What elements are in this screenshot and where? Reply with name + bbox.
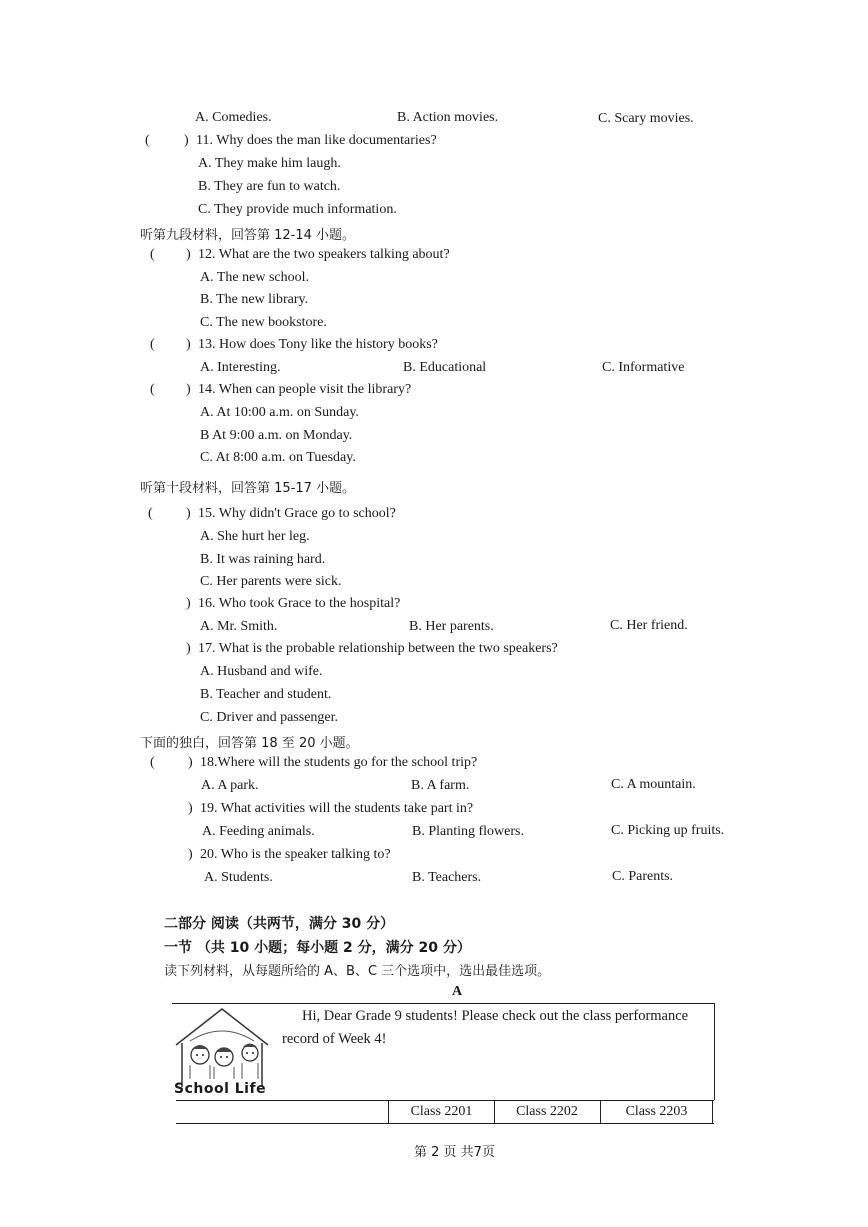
q13-option-b: B. Educational	[403, 360, 487, 375]
q19-answer-paren-close: )	[188, 801, 193, 816]
q15-answer-paren-open: (	[148, 506, 153, 521]
illustration-caption: School Life	[174, 1081, 267, 1097]
q15-option-a: A. She hurt her leg.	[200, 529, 310, 544]
q13-option-a: A. Interesting.	[200, 360, 281, 375]
q18-answer-paren-close: )	[188, 755, 193, 770]
passage-label: A	[452, 984, 463, 999]
part2-heading: 二部分 阅读（共两节，满分 30 分）	[164, 916, 395, 932]
q15-stem: 15. Why didn't Grace go to school?	[198, 506, 396, 521]
q13-answer-paren-open: (	[150, 337, 155, 352]
q15-option-c: C. Her parents were sick.	[200, 574, 342, 589]
q17-option-a: A. Husband and wife.	[200, 664, 323, 679]
q12-option-a: A. The new school.	[200, 270, 309, 285]
q14-answer-paren-open: (	[150, 382, 155, 397]
class-table-header	[176, 1100, 714, 1124]
table-header-class-2201: Class 2201	[388, 1101, 494, 1123]
table-header-class-2203: Class 2203	[600, 1101, 713, 1123]
q14-stem: 14. When can people visit the library?	[198, 382, 412, 397]
q14-option-a: A. At 10:00 a.m. on Sunday.	[200, 405, 359, 420]
q14-option-c: C. At 8:00 a.m. on Tuesday.	[200, 450, 356, 465]
q11-stem: 11. Why does the man like documentaries?	[196, 133, 437, 148]
q17-option-b: B. Teacher and student.	[200, 687, 332, 702]
q18-option-a: A. A park.	[201, 778, 259, 793]
q17-option-c: C. Driver and passenger.	[200, 710, 339, 725]
q12-answer-paren-close: )	[186, 247, 191, 262]
q18-option-c: C. A mountain.	[611, 777, 696, 792]
q11-option-c: C. They provide much information.	[198, 202, 397, 217]
q12-answer-paren-open: (	[150, 247, 155, 262]
q19-option-a: A. Feeding animals.	[202, 824, 315, 839]
q15-option-b: B. It was raining hard.	[200, 552, 326, 567]
q13-answer-paren-close: )	[186, 337, 191, 352]
q16-answer-paren-close: )	[186, 596, 191, 611]
q10-option-a: A. Comedies.	[195, 110, 272, 125]
q12-stem: 12. What are the two speakers talking about?	[198, 247, 450, 262]
part2-section1-heading: 一节 （共 10 小题；每小题 2 分，满分 20 分）	[164, 940, 471, 956]
q16-stem: 16. Who took Grace to the hospital?	[198, 596, 401, 611]
section10-instruction: 听第十段材料，回答第 15-17 小题。	[140, 481, 356, 496]
q18-stem: 18.Where will the students go for the school trip?	[200, 755, 478, 770]
q14-option-b: B At 9:00 a.m. on Monday.	[200, 428, 353, 443]
q10-option-b: B. Action movies.	[397, 110, 499, 125]
q11-option-a: A. They make him laugh.	[198, 156, 341, 171]
q15-answer-paren-close: )	[186, 506, 191, 521]
table-header-class-2202: Class 2202	[494, 1101, 599, 1123]
school-life-illustration	[172, 1005, 272, 1100]
notice-line-1: Hi, Dear Grade 9 students! Please check out the class performance	[302, 1008, 689, 1024]
q19-option-c: C. Picking up fruits.	[611, 823, 725, 838]
page-footer: 第 2 页 共7页	[414, 1145, 495, 1160]
q20-stem: 20. Who is the speaker talking to?	[200, 847, 391, 862]
q18-answer-paren-open: (	[150, 755, 155, 770]
q14-answer-paren-close: )	[186, 382, 191, 397]
q20-option-b: B. Teachers.	[412, 870, 482, 885]
q20-option-a: A. Students.	[204, 870, 273, 885]
q12-option-c: C. The new bookstore.	[200, 315, 327, 330]
q12-option-b: B. The new library.	[200, 292, 309, 307]
q13-option-c: C. Informative	[602, 360, 685, 375]
q13-stem: 13. How does Tony like the history books?	[198, 337, 438, 352]
q17-stem: 17. What is the probable relationship between the two speakers?	[198, 641, 558, 656]
q10-option-c: C. Scary movies.	[598, 111, 694, 126]
part2-instruction: 读下列材料，从每题所给的 A、B、C 三个选项中，选出最佳选项。	[164, 964, 551, 979]
q19-stem: 19. What activities will the students take part in?	[200, 801, 474, 816]
q16-option-c: C. Her friend.	[610, 618, 688, 633]
notice-line-2: record of Week 4!	[282, 1031, 387, 1047]
monologue-instruction: 下面的独白，回答第 18 至 20 小题。	[140, 736, 359, 751]
q19-option-b: B. Planting flowers.	[412, 824, 524, 839]
section9-instruction: 听第九段材料，回答第 12-14 小题。	[140, 228, 356, 243]
q16-option-a: A. Mr. Smith.	[200, 619, 278, 634]
q17-answer-paren-close: )	[186, 641, 191, 656]
q11-answer-paren-open: (	[145, 133, 150, 148]
q16-option-b: B. Her parents.	[409, 619, 494, 634]
q20-answer-paren-close: )	[188, 847, 193, 862]
table-header-blank	[176, 1101, 388, 1123]
q18-option-b: B. A farm.	[411, 778, 470, 793]
q20-option-c: C. Parents.	[612, 869, 674, 884]
q11-answer-paren-close: )	[184, 133, 189, 148]
q11-option-b: B. They are fun to watch.	[198, 179, 341, 194]
